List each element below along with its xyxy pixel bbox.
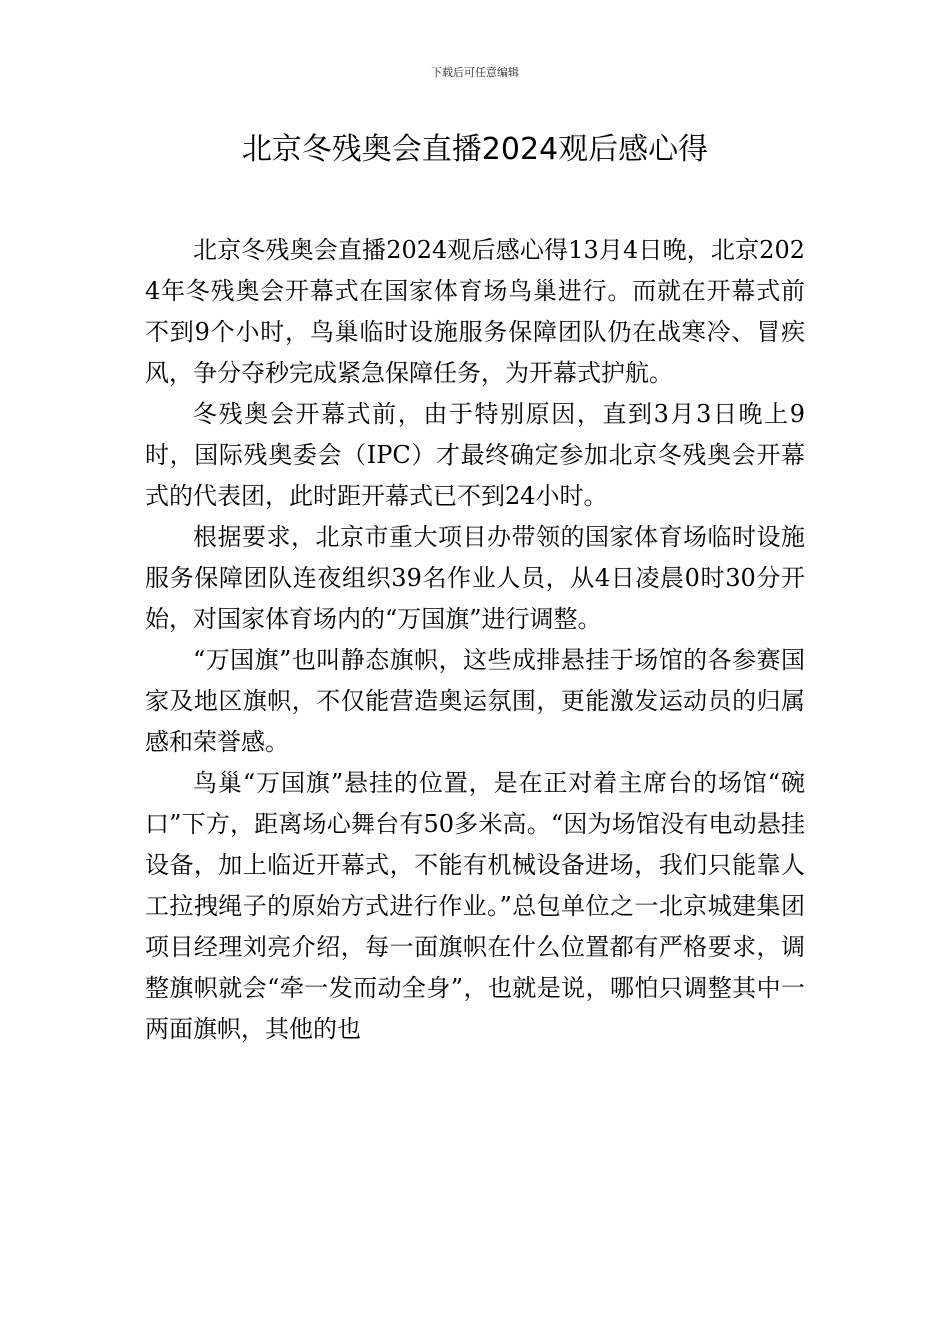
paragraph-1: 北京冬残奥会直播2024观后感心得13月4日晚，北京2024年冬残奥会开幕式在国家体育场鸟巢进行。而就在开幕式前不到9个小时，鸟巢临时设施服务保障团队仍在战寒冷、冒疾风，争分夺秒完成紧急保障任务，为开幕式护航。 xyxy=(145,236,805,387)
paragraph-2: 冬残奥会开幕式前，由于特别原因，直到3月3日晚上9时，国际残奥委会（IPC）才最终确定参加北京冬残奥会开幕式的代表团，此时距开幕式已不到24小时。 xyxy=(145,400,805,510)
document-body xyxy=(145,230,805,1050)
paragraph-4: “万国旗”也叫静态旗帜，这些成排悬挂于场馆的各参赛国家及地区旗帜，不仅能营造奥运氛围，更能激发运动员的归属感和荣誉感。 xyxy=(145,646,805,756)
page-header-note: 下载后可任意编辑 xyxy=(431,66,519,79)
paragraph-3: 根据要求，北京市重大项目办带领的国家体育场临时设施服务保障团队连夜组织39名作业人员，从4日凌晨0时30分开始，对国家体育场内的“万国旗”进行调整。 xyxy=(145,523,805,633)
document-title: 北京冬残奥会直播2024观后感心得 xyxy=(241,132,709,167)
paragraph-5: 鸟巢“万国旗”悬挂的位置，是在正对着主席台的场馆“碗口”下方，距离场心舞台有50多米高。“因为场馆没有电动悬挂设备，加上临近开幕式，不能有机械设备进场，我们只能靠人工拉拽绳子的原始方式进行作业。”总包单位之一北京城建集团项目经理刘亮介绍，每一面旗帜在什么位置都有严格要求，调整旗帜就会“牵一发而动全身”，也就是说，哪怕只调整其中一两面旗帜，其他的也 xyxy=(145,769,805,1043)
